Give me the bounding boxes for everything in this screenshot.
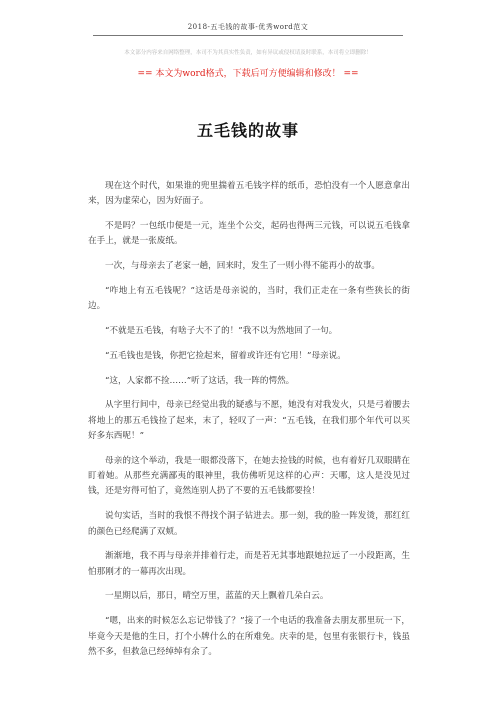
document-body (88, 179, 410, 670)
paragraph: 现在这个时代，如果谁的兜里揣着五毛钱字样的纸币，恐怕没有一个人愿意拿出来，因为虚荣心，因为好面子。 (88, 181, 410, 207)
paragraph: “这，人家都不捡……”听了这话，我一阵的愕然。 (105, 375, 295, 386)
paragraph: 从字里行间中，母亲已经觉出我的疑惑与不愿，她没有对我发火，只是弓着腰去将地上的那五毛钱捡了起来，末了，轻叹了一声：“五毛钱，在我们那个年代可以买好多东西呢！” (88, 400, 410, 442)
paragraph: “咋地上有五毛钱呢？”这话是母亲说的，当时，我们正走在一条有些狭长的街边。 (88, 285, 410, 312)
paragraph: 不是吗？一包纸巾便是一元，连坐个公交，起码也得两三元钱，可以说五毛钱拿在手上，就是一张废纸。 (88, 221, 410, 247)
format-notice: == 本文为word格式，下载后可方便编辑和修改！ == (137, 69, 359, 79)
disclaimer-text: 本文部分内容来自网络整理，本司不为其真实性负责，如有异议或侵权请及时联系，本司将立即删除！ (124, 50, 372, 56)
paragraph: 说句实话，当时的我恨不得找个洞子钻进去。那一刻，我的脸一阵发烫，那红红的颜色已经爬满了双颊。 (88, 511, 410, 537)
running-header: 2018-五毛钱的故事-优秀word范文 (187, 23, 309, 31)
paragraph: 渐渐地，我不再与母亲并排着行走，而是若无其事地跟她拉远了一小段距离，生怕那刚才的一幕再次出现。 (88, 551, 410, 577)
paragraph: “五毛钱也是钱，你把它捡起来，留着或许还有它用！”母亲说。 (105, 350, 346, 361)
paragraph: “嗯，出来的时候怎么忘记带钱了？”接了一个电话的我准备去朋友那里玩一下，毕竟今天是他的生日，打个小牌什么的在所难免。庆幸的是，包里有张银行卡，钱虽然不多，但救急已经绰绰有余了。 (88, 616, 410, 657)
paragraph: 一星期以后，那日，晴空万里，蓝蓝的天上飘着几朵白云。 (105, 591, 329, 602)
paragraph: “不就是五毛钱，有啥子大不了的！”我不以为然地回了一句。 (105, 326, 338, 337)
paragraph: 母亲的这个举动，我是一眼都没落下，在她去捡钱的时候，也有着好几双眼睛在盯着她。从那些充满鄙夷的眼神里，我仿佛听见这样的心声：天哪，这人是没见过钱，还是穷得可怕了，竟然连别人扔了不要的五毛钱都要捡！ (88, 455, 410, 497)
paragraph: 一次，与母亲去了老家一趟，回来时，发生了一则小得不能再小的故事。 (105, 261, 381, 272)
header-divider (93, 35, 403, 36)
document-title: 五毛钱的故事 (196, 121, 299, 140)
